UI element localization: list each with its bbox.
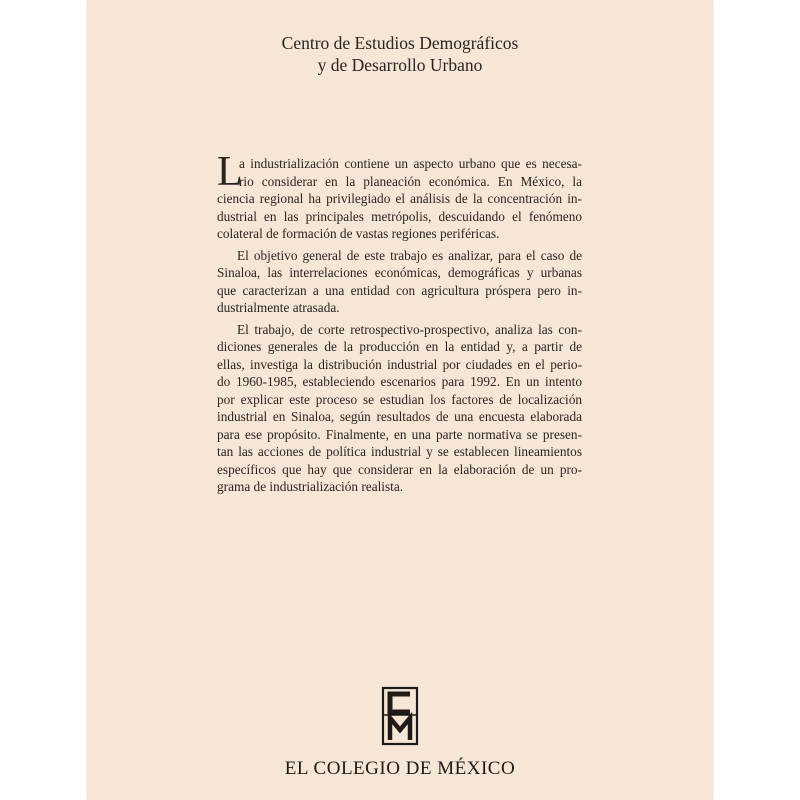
body-line: específicos que hay que considerar en la elaboración de un pro- [217, 461, 582, 477]
body-line: dustrialmente atrasada. [217, 300, 340, 315]
body-line: industrial en Sinaloa, según resultados de una encuesta elaborada [217, 409, 582, 424]
body-line: colateral de formación de vastas regiones periféricas. [217, 226, 500, 241]
header-line-1: Centro de Estudios Demográficos [281, 33, 519, 53]
drop-cap: L [217, 149, 243, 195]
colmex-logo-icon [373, 686, 427, 746]
body-line: ellas, investiga la distribución industrial por ciudades en el perio- [217, 356, 582, 372]
blurb [217, 149, 582, 496]
body-line: para ese propósito. Finalmente, en una parte normativa se presen- [217, 426, 582, 442]
publisher-name: EL COLEGIO DE MÉXICO [284, 758, 516, 779]
body-line: ciencia regional ha privilegiado el análisis de la concentración in- [217, 191, 582, 206]
body-line: por explicar este proceso se estudian los factores de localización [217, 391, 582, 407]
body-line: que caracterizan a una entidad con agricultura próspera pero in- [217, 282, 582, 298]
body-line: rio considerar en la planeación económica. En México, la [239, 173, 582, 189]
body-line: tan las acciones de política industrial y se establecen lineamientos [217, 444, 582, 459]
body-line-text: a industrialización contiene un aspecto urbano que es necesa- [239, 156, 582, 171]
header [87, 32, 713, 76]
body-line: do 1960-1985, estableciendo escenarios para 1992. En un intento [217, 374, 582, 389]
body-line: dustrial en las principales metrópolis, descuidando el fenómeno [217, 208, 582, 224]
body-line: El trabajo, de corte retrospectivo-prospectivo, analiza las con- [237, 321, 582, 337]
back-cover [87, 0, 713, 800]
body-line: Sinaloa, las interrelaciones económicas, demográficas y urbanas [217, 265, 582, 280]
body-line: diciones generales de la producción en la entidad y, a partir de [217, 339, 582, 354]
body-line: grama de industrialización realista. [217, 479, 404, 494]
body-line: El objetivo general de este trabajo es analizar, para el caso de [237, 247, 582, 263]
header-line-2: y de Desarrollo Urbano [317, 55, 483, 75]
